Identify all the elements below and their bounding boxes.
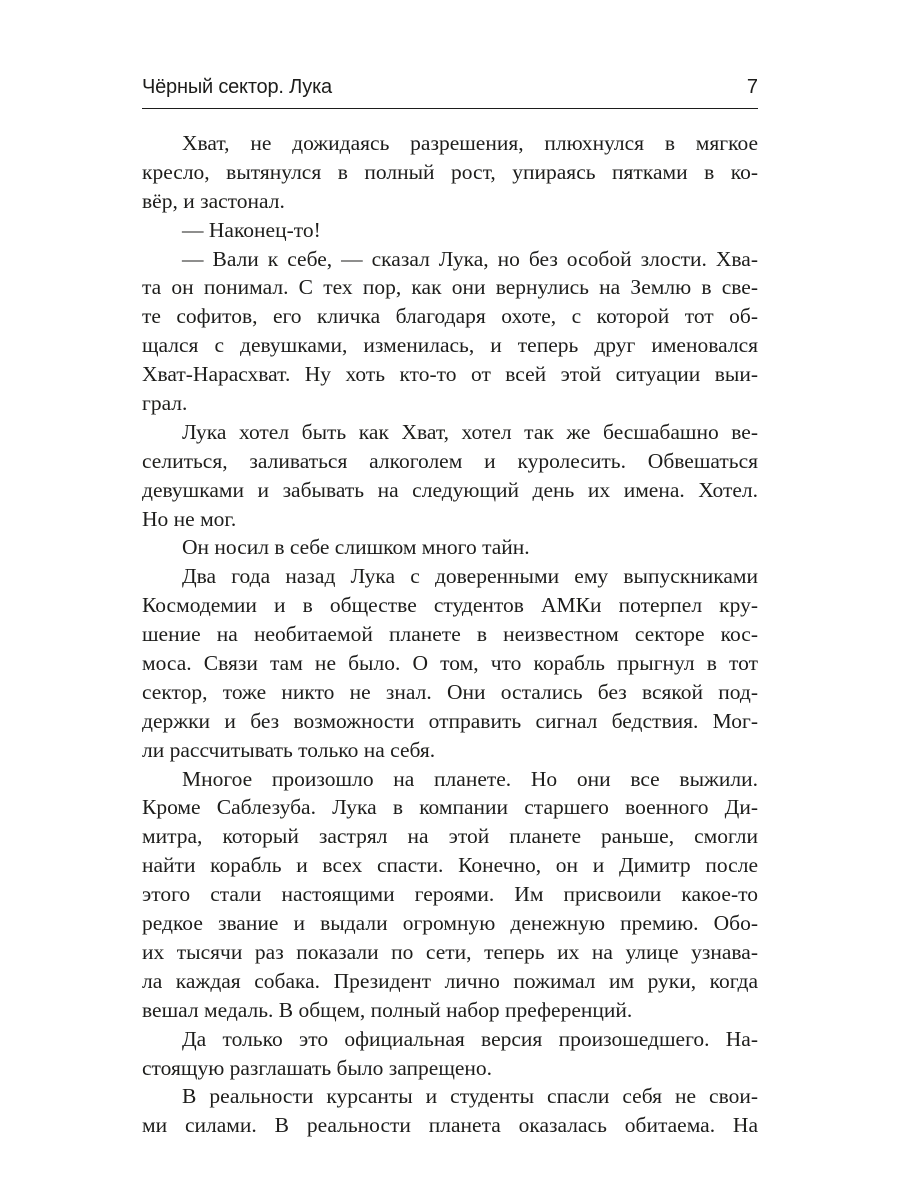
text-line: редкое звание и выдали огромную денежную премию. Обо- [142, 911, 758, 936]
text-line: митра, который застрял на этой планете раньше, смогли [142, 824, 758, 849]
text-line: сектор, тоже никто не знал. Они остались без всякой под- [142, 679, 758, 704]
paragraph [142, 418, 758, 534]
running-title: Чёрный сектор. Лука [142, 76, 332, 98]
text-line: грал. [142, 391, 188, 416]
paragraph [142, 129, 758, 216]
text-line: ла каждая собака. Президент лично пожимал им руки, когда [142, 968, 758, 993]
text-line: селиться, заливаться алкоголем и куролесить. Обвешаться [142, 448, 758, 473]
paragraph [142, 562, 758, 764]
text-line: Космодемии и в обществе студентов АМКи потерпел кру- [142, 593, 758, 618]
text-line: Да только это официальная версия произошедшего. На- [182, 1026, 758, 1051]
text-line: В реальности курсанты и студенты спасли себя не свои- [182, 1084, 758, 1109]
text-line: Многое произошло на планете. Но они все выжили. [182, 766, 758, 791]
text-line: ми силами. В реальности планета оказалась обитаема. На [142, 1113, 758, 1138]
paragraph [142, 1025, 758, 1083]
paragraph [142, 1082, 758, 1140]
paragraph [142, 216, 758, 245]
text-line: этого стали настоящими героями. Им присвоили какое-то [142, 882, 758, 907]
text-line: Два года назад Лука с доверенными ему выпускниками [182, 564, 758, 589]
text-body [142, 129, 758, 1140]
paragraph [142, 533, 758, 562]
text-line: моса. Связи там не было. О том, что корабль прыгнул в тот [142, 651, 758, 676]
text-line: держки и без возможности отправить сигнал бедствия. Мог- [142, 708, 758, 733]
text-line: та он понимал. С тех пор, как они вернулись на Землю в све- [142, 275, 758, 300]
text-line: — Вали к себе, — сказал Лука, но без особой злости. Хва- [182, 246, 758, 271]
text-line: Но не мог. [142, 506, 237, 531]
text-line: стоящую разглашать было запрещено. [142, 1055, 493, 1080]
text-line: вешал медаль. В общем, полный набор преференций. [142, 997, 633, 1022]
text-line: кресло, вытянулся в полный рост, упираясь пятками в ко- [142, 159, 758, 184]
paragraph [142, 245, 758, 418]
paragraph [142, 765, 758, 1025]
text-line: шение на необитаемой планете в неизвестном секторе кос- [142, 622, 758, 647]
text-line: их тысячи раз показали по сети, теперь их на улице узнава- [142, 939, 758, 964]
text-line: найти корабль и всех спасти. Конечно, он и Димитр после [142, 853, 758, 878]
text-line: Лука хотел быть как Хват, хотел так же бесшабашно ве- [182, 419, 758, 444]
text-line: вёр, и застонал. [142, 188, 285, 213]
text-line: Кроме Саблезуба. Лука в компании старшего военного Ди- [142, 795, 758, 820]
text-line: — Наконец-то! [182, 217, 321, 242]
text-line: Хват, не дожидаясь разрешения, плюхнулся в мягкое [182, 131, 758, 155]
text-line: девушками и забывать на следующий день их имена. Хотел. [142, 477, 758, 502]
text-line: Хват-Нарасхват. Ну хоть кто-то от всей этой ситуации выи- [142, 362, 758, 387]
text-line: Он носил в себе слишком много тайн. [182, 535, 530, 560]
text-line: щался с девушками, изменилась, и теперь друг именовался [142, 333, 758, 358]
text-line: ли рассчитывать только на себя. [142, 737, 436, 762]
running-header [142, 72, 758, 109]
page-number: 7 [746, 76, 758, 98]
text-line: те софитов, его кличка благодаря охоте, с которой тот об- [142, 304, 758, 329]
